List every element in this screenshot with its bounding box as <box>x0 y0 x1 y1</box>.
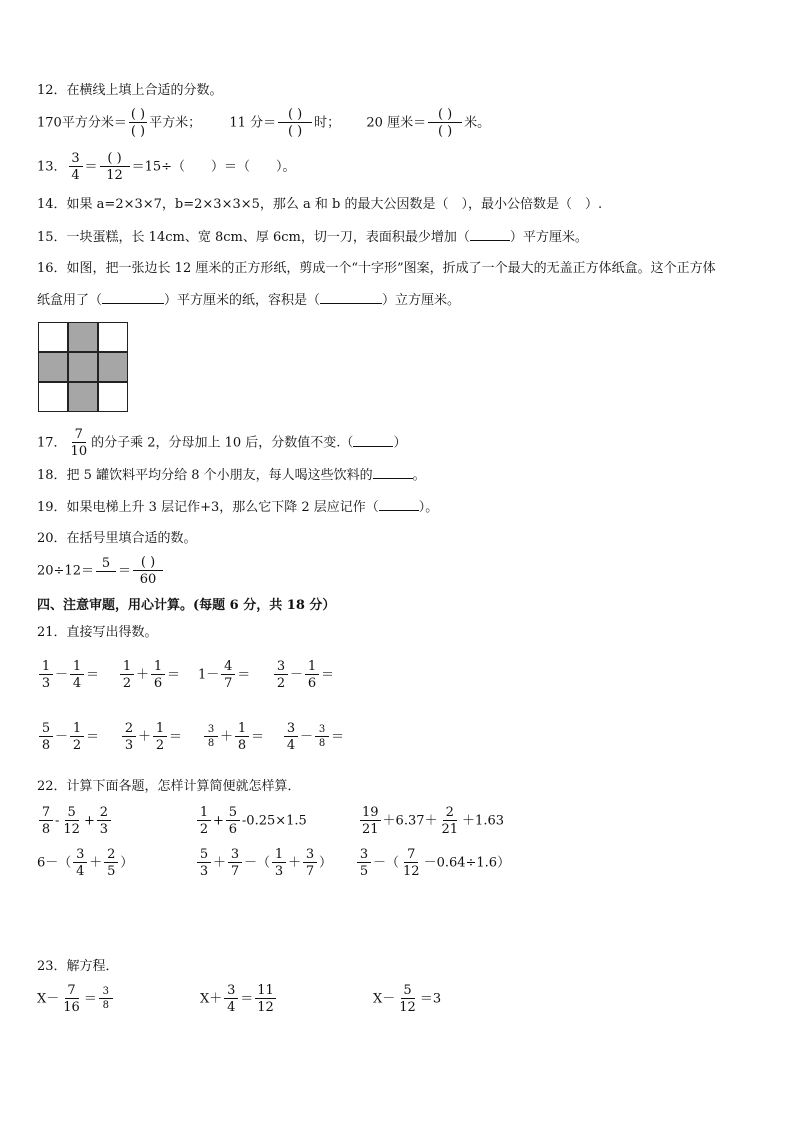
q12-a-numerator[interactable]: ( ) <box>130 107 146 122</box>
q12-line <box>37 108 490 138</box>
rest: ＝3 <box>419 991 442 1007</box>
op: － <box>55 729 69 745</box>
q16-area-blank[interactable] <box>102 291 164 304</box>
den: 12 <box>403 864 420 879</box>
q19-post: ）。 <box>418 500 439 515</box>
q19-line <box>37 498 438 517</box>
q12-a-fraction <box>129 108 147 138</box>
grid-cell <box>98 382 128 412</box>
q12-c-denominator[interactable]: ( ) <box>437 124 453 139</box>
q12-b-denominator[interactable]: ( ) <box>287 124 303 139</box>
den: 8 <box>102 1000 110 1011</box>
q20-f1-numerator: 5 <box>96 557 116 572</box>
op: － <box>290 667 304 683</box>
num: 1 <box>235 722 249 737</box>
q22-expr-3 <box>358 806 504 836</box>
den: 8 <box>207 738 215 749</box>
section-4-heading: 四、注意审题，用心计算。(每题 6 分，共 18 分） <box>37 598 336 613</box>
op: ＋ <box>136 667 150 683</box>
den: 7 <box>224 676 233 691</box>
num: 3 <box>303 848 317 863</box>
q22-expr-5 <box>195 848 332 878</box>
q21-r1-item-1 <box>37 660 99 690</box>
den: 2 <box>72 738 82 753</box>
den: 7 <box>230 864 240 879</box>
num: 1 <box>70 660 84 675</box>
den: 6 <box>228 822 238 837</box>
op: + <box>213 813 224 829</box>
q21-r1-item-3 <box>198 660 250 690</box>
op: － <box>300 729 314 745</box>
q12-c-post: 米。 <box>464 115 491 131</box>
num: 3 <box>274 660 288 675</box>
q13-f2-denominator: 12 <box>106 168 123 183</box>
grid-cell <box>38 322 68 352</box>
q22-title: 22．计算下面各题，怎样计算简便就怎样算． <box>37 779 301 794</box>
den: 12 <box>257 1000 274 1015</box>
den: 12 <box>399 1000 416 1015</box>
num: 3 <box>315 725 329 737</box>
op: ＋ <box>213 855 227 871</box>
op: ＋ <box>138 729 152 745</box>
q12-c-fraction <box>428 108 462 138</box>
den: 2 <box>122 676 132 691</box>
pre: X＋ <box>200 991 223 1007</box>
grid-cell-shaded <box>68 382 98 412</box>
den: 2 <box>155 738 165 753</box>
post: ） <box>319 855 333 871</box>
mid: －（ <box>373 855 400 871</box>
q17-text: 的分子乘 2，分母加上 10 后，分数值不变.（ <box>91 435 354 451</box>
q12-a-denominator[interactable]: ( ) <box>130 124 146 139</box>
den: 3 <box>99 822 108 837</box>
equals: ＝ <box>169 729 183 745</box>
q12-b-post: 时； <box>314 115 341 131</box>
q12-b-pre: 11 分＝ <box>229 115 277 131</box>
q21-r2-item-2 <box>120 722 182 752</box>
q17-numerator: 7 <box>72 428 86 443</box>
den: 12 <box>63 822 80 837</box>
num: 2 <box>104 848 118 863</box>
post: ） <box>120 855 134 871</box>
num: 5 <box>401 984 415 999</box>
q16-line1: 16．如图，把一张边长 12 厘米的正方形纸，剪成一个“十字形”图案，折成了一个最大的无盖正方体纸盒。这个正方体 <box>37 261 716 276</box>
q13-line <box>37 152 296 182</box>
den: 21 <box>362 822 379 837</box>
q23-eq-3 <box>373 984 441 1014</box>
op: － <box>55 667 69 683</box>
q13-label: 13． <box>37 159 67 175</box>
q17-line <box>37 428 406 458</box>
num: 1 <box>305 660 319 675</box>
q18-answer-blank[interactable] <box>373 466 413 479</box>
mid: －（ <box>244 855 271 871</box>
grid-cell-shaded <box>68 322 98 352</box>
den: 4 <box>76 864 85 879</box>
q16-line2-c: ）立方厘米。 <box>382 293 461 308</box>
grid-cell-shaded <box>98 352 128 382</box>
q17-fraction <box>69 428 90 458</box>
num: 1 <box>120 660 134 675</box>
q16-line2-a: 纸盒用了（ <box>37 293 103 308</box>
rest: －0.64÷1.6） <box>423 855 511 871</box>
q20-pre: 20÷12＝ <box>37 563 94 579</box>
den: 3 <box>274 864 284 879</box>
q17-answer-blank[interactable] <box>353 434 393 447</box>
equals: ＝ <box>240 991 254 1007</box>
num: 1 <box>272 848 286 863</box>
num: 2 <box>443 806 457 821</box>
num: 5 <box>39 722 53 737</box>
q13-f1-numerator: 3 <box>69 152 83 167</box>
cross-shape-figure <box>38 322 128 412</box>
num: 1 <box>151 660 165 675</box>
grid-cell-shaded <box>68 352 98 382</box>
num: 3 <box>357 848 371 863</box>
q14-text: 14．如果 a=2×3×7，b=2×3×3×5，那么 a 和 b 的最大公因数是（ ），最小公倍数是（ ）. <box>37 197 603 212</box>
q21-r1-item-4 <box>272 660 334 690</box>
num: 7 <box>65 984 79 999</box>
num: 3 <box>284 722 298 737</box>
op: + <box>83 813 95 829</box>
den: 4 <box>227 1000 236 1015</box>
num: 3 <box>228 848 242 863</box>
grid-cell <box>38 382 68 412</box>
num: 5 <box>226 806 240 821</box>
pre: X－ <box>373 991 396 1007</box>
q12-a-pre: 170平方分米＝ <box>37 115 127 131</box>
equals: ＝ <box>86 729 100 745</box>
num: 3 <box>224 984 238 999</box>
q21-r1-item-2 <box>118 660 180 690</box>
q16-line2-b: ）平方厘米的纸，容积是（ <box>164 293 321 308</box>
q13-fraction-2 <box>100 152 130 182</box>
den: 4 <box>286 738 296 753</box>
q20-fraction-2 <box>133 556 163 586</box>
q12-title: 12．在横线上填上合适的分数。 <box>37 83 223 98</box>
q13-equals: ＝ <box>84 159 98 175</box>
op: ＋ <box>89 855 103 871</box>
mid: ＋6.37＋ <box>382 813 438 829</box>
op: - <box>55 813 60 829</box>
q21-r2-item-3 <box>202 722 264 752</box>
den: 6 <box>153 676 163 691</box>
equals: ＝ <box>167 667 181 683</box>
q20-f1-denominator[interactable] <box>99 572 113 586</box>
q16-volume-blank[interactable] <box>320 291 382 304</box>
q17-close: ） <box>393 435 407 451</box>
den: 4 <box>72 676 82 691</box>
q12-b-numerator[interactable]: ( ) <box>278 108 312 123</box>
num: 7 <box>39 806 53 821</box>
q22-expr-6 <box>355 848 510 878</box>
q22-expr-1 <box>37 806 113 836</box>
q18-post: 。 <box>412 468 426 483</box>
den: 8 <box>41 822 51 837</box>
pre: 6－（ <box>37 855 72 871</box>
q20-fraction-1 <box>96 557 116 586</box>
equals: ＝ <box>251 729 265 745</box>
den: 21 <box>441 822 459 837</box>
q15-pre: 15．一块蛋糕，长 14cm、宽 8cm、厚 6cm，切一刀，表面积最少增加（ <box>37 230 470 245</box>
q23-title: 23．解方程． <box>37 959 119 974</box>
den: 5 <box>107 864 116 879</box>
q20-line <box>37 556 165 586</box>
q13-f2-numerator[interactable]: ( ) <box>100 152 130 167</box>
pre: X－ <box>37 991 60 1007</box>
rest: -0.25×1.5 <box>241 813 307 829</box>
q19-pre: 19．如果电梯上升 3 层记作+3，那么它下降 2 层应记作（ <box>37 500 379 515</box>
q13-rest: ＝15÷（ ）＝（ ）。 <box>131 159 296 175</box>
num: 2 <box>97 806 111 821</box>
q20-title: 20．在括号里填合适的数。 <box>37 531 197 546</box>
q12-c-pre: 20 厘米＝ <box>366 115 427 131</box>
den: 8 <box>41 738 51 753</box>
den: 2 <box>199 822 209 837</box>
op: ＋ <box>288 855 302 871</box>
q20-equals: ＝ <box>117 563 131 579</box>
num: 3 <box>204 725 218 737</box>
den: 8 <box>237 738 247 753</box>
den: 8 <box>318 738 326 749</box>
q17-label: 17． <box>37 435 67 451</box>
num: 11 <box>257 983 274 998</box>
den: 3 <box>41 676 51 691</box>
den: 16 <box>63 1000 80 1015</box>
equals: ＝ <box>321 667 335 683</box>
q12-c-numerator[interactable]: ( ) <box>428 108 462 123</box>
q21-r2-item-4 <box>282 722 344 752</box>
q20-f2-numerator[interactable]: ( ) <box>133 556 163 571</box>
q18-pre: 18．把 5 罐饮料平均分给 8 个小朋友，每人喝这些饮料的 <box>37 468 373 483</box>
num: 5 <box>65 806 79 821</box>
num: 3 <box>99 987 113 999</box>
q13-f1-denominator: 4 <box>71 168 80 183</box>
num: 3 <box>73 848 87 863</box>
den: 3 <box>199 864 209 879</box>
q21-r2-item-1 <box>37 722 99 752</box>
den: 5 <box>359 864 369 879</box>
q23-eq-2 <box>200 984 278 1014</box>
pre: 1－ <box>198 667 220 683</box>
num: 1 <box>39 660 53 675</box>
q15-answer-blank[interactable] <box>470 228 510 241</box>
q19-answer-blank[interactable] <box>379 498 419 511</box>
num: 7 <box>404 848 418 863</box>
equals: ＝ <box>237 667 251 683</box>
rest: ＋1.63 <box>462 813 504 829</box>
equals: ＝ <box>86 667 100 683</box>
op: ＋ <box>220 729 234 745</box>
q21-title: 21．直接写出得数。 <box>37 625 158 640</box>
den: 2 <box>276 676 286 691</box>
grid-cell <box>98 322 128 352</box>
den: 3 <box>124 738 134 753</box>
num: 4 <box>221 660 235 675</box>
q15-line <box>37 228 588 247</box>
grid-cell-shaded <box>38 352 68 382</box>
q12-a-post: 平方米； <box>149 115 202 131</box>
q20-f2-denominator: 60 <box>139 572 157 587</box>
num: 1 <box>197 806 211 821</box>
q13-fraction-1 <box>69 152 83 182</box>
den: 6 <box>307 676 317 691</box>
num: 5 <box>197 848 211 863</box>
q16-line2 <box>37 291 460 310</box>
num: 1 <box>70 722 84 737</box>
equals: ＝ <box>83 991 97 1007</box>
q15-post: ）平方厘米。 <box>509 230 588 245</box>
q22-expr-4 <box>37 848 133 878</box>
q12-b-fraction <box>278 108 312 138</box>
den: 7 <box>305 864 315 879</box>
num: 19 <box>362 805 379 820</box>
q17-denominator: 10 <box>70 444 88 459</box>
num: 2 <box>122 722 136 737</box>
q23-eq-1 <box>37 984 115 1014</box>
q22-expr-2 <box>195 806 307 836</box>
q18-line <box>37 466 426 485</box>
equals: ＝ <box>331 729 345 745</box>
num: 1 <box>153 722 167 737</box>
